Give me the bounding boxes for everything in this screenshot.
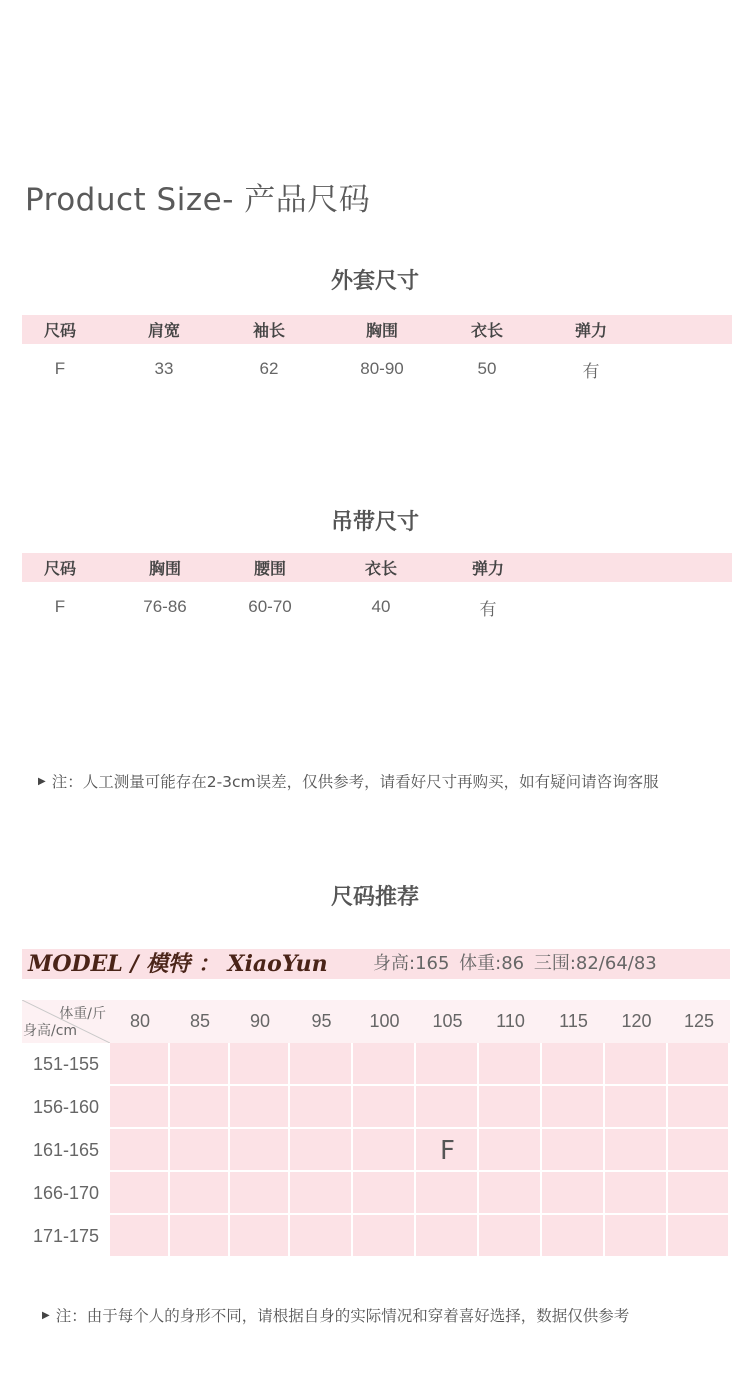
- jacket-header-stretch: 弹力: [574, 321, 607, 340]
- cami-header-stretch: 弹力: [471, 559, 504, 578]
- grid-cell: [353, 1172, 416, 1215]
- table-row: [22, 344, 732, 394]
- height-row-header: 166-170: [32, 1183, 100, 1203]
- grid-cell: [170, 1129, 230, 1172]
- grid-cell: [668, 1215, 730, 1258]
- grid-cell: [542, 1086, 605, 1129]
- jacket-header-length: 衣长: [470, 321, 503, 340]
- height-row-header: 171-175: [32, 1226, 100, 1246]
- recommend-note-text: 注：由于每个人的身形不同，请根据自身的实际情况和穿着喜好选择，数据仅供参考: [55, 1307, 630, 1325]
- cami-header-size: 尺码: [43, 559, 76, 578]
- grid-cell: [416, 1086, 479, 1129]
- grid-cell: [542, 1129, 605, 1172]
- grid-cell: [353, 1129, 416, 1172]
- grid-cell: [353, 1215, 416, 1258]
- cami-size-table: [22, 553, 732, 632]
- grid-cell: [605, 1172, 668, 1215]
- model-name: MODEL / 模特 ： XiaoYun: [28, 951, 328, 977]
- cami-value-waist: 60-70: [248, 597, 292, 616]
- triangle-bullet-icon: ▶: [42, 1309, 50, 1321]
- grid-cell: [110, 1043, 170, 1086]
- weight-column-header: 115: [559, 1011, 588, 1031]
- grid-cell: [170, 1172, 230, 1215]
- grid-cell: [542, 1215, 605, 1258]
- triangle-bullet-icon: ▶: [38, 775, 46, 787]
- cami-value-size: F: [54, 597, 66, 616]
- grid-cell: [290, 1043, 353, 1086]
- cami-value-stretch: 有: [479, 599, 497, 619]
- height-axis-label: 身高/cm: [23, 1023, 78, 1039]
- grid-cell: [479, 1086, 542, 1129]
- cami-size-title: 吊带尺寸: [330, 510, 419, 535]
- grid-cell: [110, 1215, 170, 1258]
- recommended-size-mark: F: [440, 1135, 455, 1166]
- grid-cell: [542, 1043, 605, 1086]
- grid-cell: [170, 1086, 230, 1129]
- table-row: [22, 582, 732, 632]
- grid-cell: [479, 1043, 542, 1086]
- jacket-header-bust: 胸围: [365, 321, 398, 340]
- grid-cell: [290, 1086, 353, 1129]
- page-title: Product Size- 产品尺码: [25, 182, 371, 218]
- weight-column-header: 110: [496, 1011, 525, 1031]
- grid-cell: [668, 1043, 730, 1086]
- grid-cell: [668, 1172, 730, 1215]
- recommend-note: [42, 1304, 629, 1326]
- height-row-header: 156-160: [32, 1097, 100, 1117]
- grid-cell: [668, 1086, 730, 1129]
- jacket-header-size: 尺码: [43, 321, 76, 340]
- weight-column-header: 105: [432, 1011, 463, 1031]
- grid-cell: [230, 1086, 290, 1129]
- grid-cell: [605, 1043, 668, 1086]
- grid-cell: [668, 1129, 730, 1172]
- height-row-header: 161-165: [32, 1140, 100, 1160]
- cami-header-length: 衣长: [364, 559, 397, 578]
- jacket-size-title: 外套尺寸: [330, 269, 419, 294]
- jacket-value-stretch: 有: [582, 361, 600, 381]
- weight-column-header: 120: [621, 1011, 652, 1031]
- jacket-value-shoulder: 33: [154, 359, 174, 378]
- jacket-value-size: F: [54, 359, 66, 378]
- grid-cell: [230, 1215, 290, 1258]
- measurement-note: [38, 770, 659, 792]
- height-row-header: 151-155: [32, 1054, 100, 1074]
- weight-column-header: 85: [189, 1011, 211, 1031]
- grid-cell: [170, 1215, 230, 1258]
- grid-cell: [416, 1172, 479, 1215]
- model-info-bar: [22, 949, 730, 979]
- grid-cell: [230, 1043, 290, 1086]
- measurement-note-text: 注：人工测量可能存在2-3cm误差，仅供参考，请看好尺寸再购买，如有疑问请咨询客服: [51, 773, 659, 791]
- grid-cell: [605, 1086, 668, 1129]
- size-recommend-grid: [22, 1000, 730, 1256]
- weight-axis-label: 体重/斤: [59, 1006, 106, 1022]
- cami-header-bust: 胸围: [148, 559, 181, 578]
- grid-cell: [479, 1129, 542, 1172]
- jacket-header-shoulder: 肩宽: [147, 321, 180, 340]
- grid-cell: [110, 1172, 170, 1215]
- jacket-size-table: [22, 315, 732, 394]
- grid-cell: [290, 1129, 353, 1172]
- jacket-value-sleeve: 62: [259, 359, 279, 378]
- cami-value-length: 40: [371, 597, 391, 616]
- cami-table-header: [22, 553, 732, 582]
- jacket-value-bust: 80-90: [360, 359, 404, 378]
- grid-cell: [110, 1129, 170, 1172]
- grid-cell: [416, 1043, 479, 1086]
- weight-column-header: 95: [311, 1011, 332, 1031]
- model-stats: 身高:165 体重:86 三围:82/64/83: [373, 953, 657, 974]
- weight-column-header: 90: [249, 1011, 271, 1031]
- grid-cell: [170, 1043, 230, 1086]
- grid-cell: [290, 1172, 353, 1215]
- grid-cell: [353, 1086, 416, 1129]
- weight-column-header: 125: [683, 1011, 715, 1031]
- grid-cell: [353, 1043, 416, 1086]
- jacket-table-header: [22, 315, 732, 344]
- size-recommend-title: 尺码推荐: [330, 885, 419, 910]
- weight-column-header: 100: [369, 1011, 400, 1031]
- weight-column-header: 80: [129, 1011, 151, 1031]
- grid-cell: [605, 1129, 668, 1172]
- grid-cell: [479, 1172, 542, 1215]
- cami-value-bust: 76-86: [143, 597, 187, 616]
- grid-cell: [605, 1215, 668, 1258]
- grid-cell: [230, 1129, 290, 1172]
- jacket-value-length: 50: [477, 359, 497, 378]
- grid-cell: [542, 1172, 605, 1215]
- grid-cell: [479, 1215, 542, 1258]
- jacket-header-sleeve: 袖长: [252, 321, 285, 340]
- grid-cell: [416, 1215, 479, 1258]
- grid-cell: [290, 1215, 353, 1258]
- grid-cell: [230, 1172, 290, 1215]
- cami-header-waist: 腰围: [253, 559, 286, 578]
- grid-corner: [22, 1000, 110, 1043]
- grid-cell: [110, 1086, 170, 1129]
